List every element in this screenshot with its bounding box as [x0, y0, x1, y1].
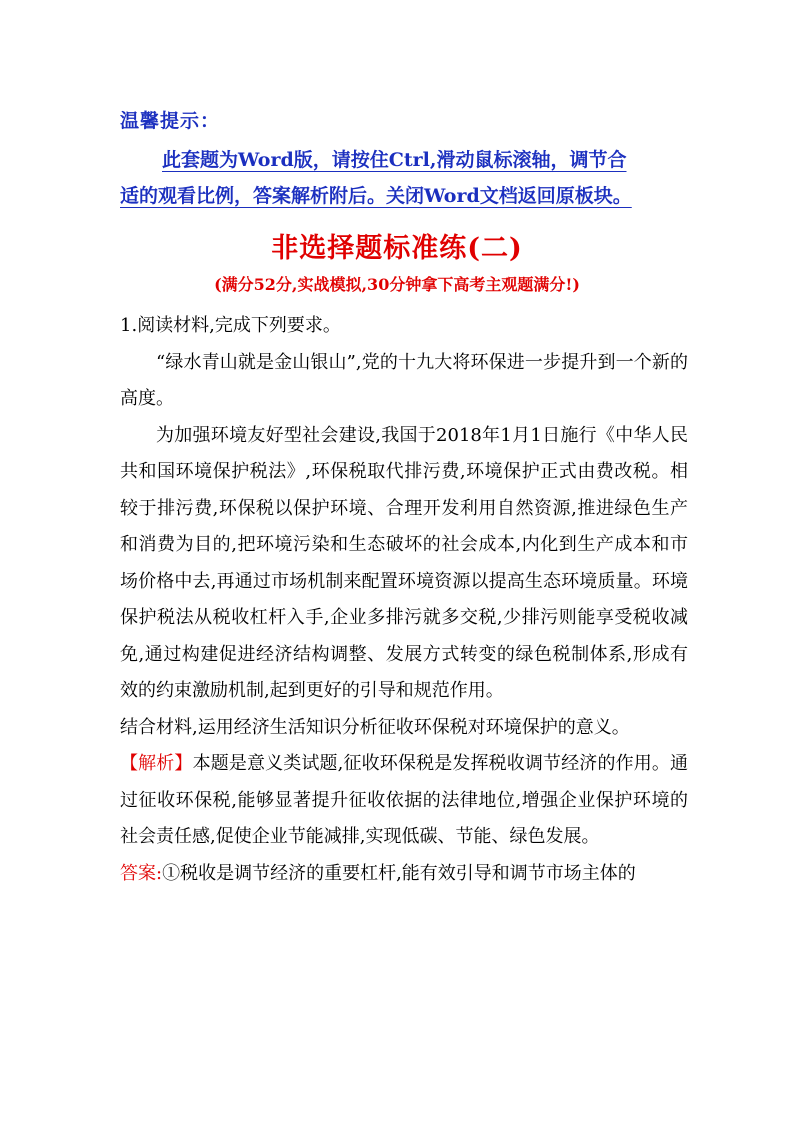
material-paragraph-1: “绿水青山就是金山银山”,党的十九大将环保进一步提升到一个新的高度。	[120, 351, 688, 409]
tip-title: 温馨提示：	[120, 110, 221, 132]
answer-paragraph	[120, 856, 688, 893]
answer-label: 答案:	[120, 862, 163, 884]
tip-body	[120, 142, 690, 214]
analysis-label: 【解析】	[120, 753, 193, 774]
question-number: 1.	[120, 315, 138, 336]
tip-line-2: 适的观看比例，答案解析附后。关闭Word文档返回原板块。	[120, 185, 632, 207]
page-subtitle: (满分52分,实战模拟,30分钟拿下高考主观题满分!)	[214, 275, 580, 294]
question-instruction: 1.阅读材料,完成下列要求。	[120, 315, 341, 336]
material-paragraph-2: 为加强环境友好型社会建设,我国于2018年1月1日施行《中华人民共和国环境保护税法》,环保税取代排污费,环境保护正式由费改税。相较于排污费,环保税以保护环境、合理开发利用自然资源,推进绿色生产和消费为目的,把环境污染和生态破坏的社会成本,内化到生产成本和市场价格中去,再通过市场机制来配置环境资源以提高生态环境质量。环境保护税法从税收杠杆入手,企业多排污就多交税,少排污则能享受税收减免,通过构建促进经济结构调整、发展方式转变的绿色税制体系,形成有效的约束激励机制,起到更好的引导和规范作用。	[120, 424, 688, 701]
tip-line-1: 此套题为Word版，请按住Ctrl,滑动鼠标滚轴，调节合	[162, 149, 627, 171]
answer-text: ①税收是调节经济的重要杠杆,能有效引导和调节市场主体的	[162, 862, 636, 884]
question-content	[120, 308, 688, 892]
analysis-text: 本题是意义类试题,征收环保税是发挥税收调节经济的作用。通过征收环保税,能够显著提升征收依据的法律地位,增强企业保护环境的社会责任感,促使企业节能减排,实现低碳、节能、绿色发展。	[120, 753, 688, 847]
page-title: 非选择题标准练(二)	[271, 233, 523, 264]
analysis-paragraph	[120, 746, 688, 856]
question-task: 结合材料,运用经济生活知识分析征收环保税对环境保护的意义。	[120, 716, 630, 738]
